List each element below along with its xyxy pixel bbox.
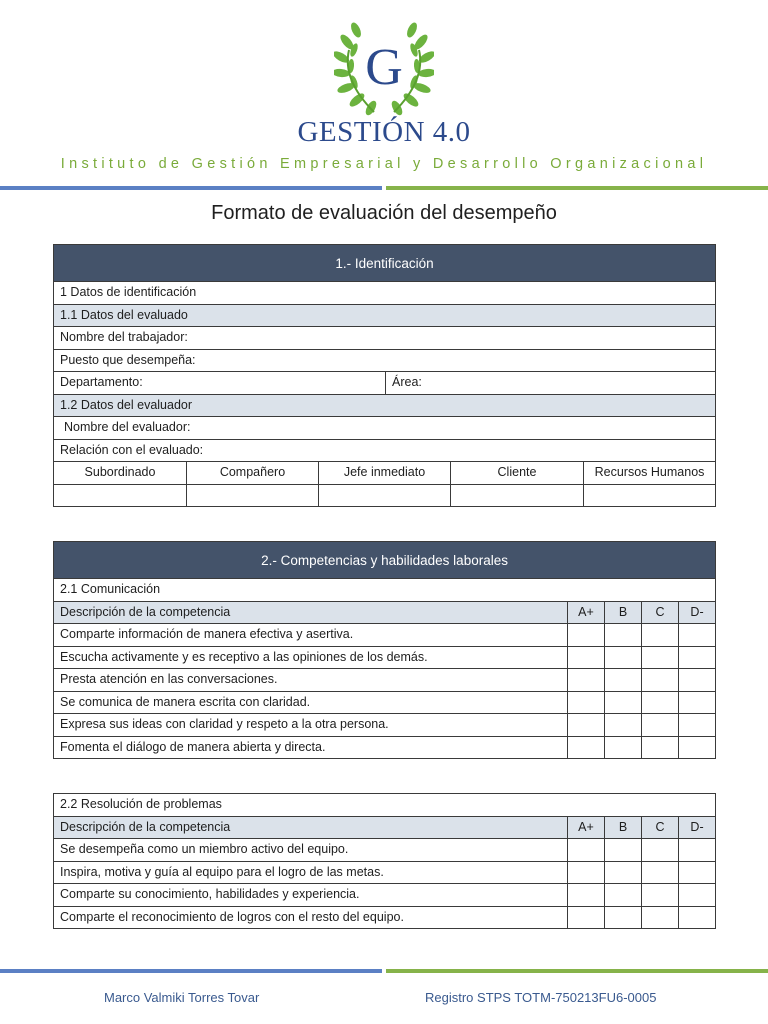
competency-row [54, 714, 716, 737]
competency-text: Comparte su conocimiento, habilidades y experiencia. [54, 884, 568, 907]
comunicacion-title: 2.1 Comunicación [54, 579, 716, 602]
grade-cell[interactable] [679, 839, 716, 862]
comunicacion-table [53, 541, 716, 759]
relation-check-cell[interactable] [451, 484, 584, 507]
nombre-trabajador-field[interactable]: Nombre del trabajador: [54, 327, 716, 350]
competency-row [54, 839, 716, 862]
description-header: Descripción de la competencia [54, 601, 568, 624]
competency-row [54, 646, 716, 669]
grade-cell[interactable] [679, 861, 716, 884]
competency-row [54, 691, 716, 714]
competency-text: Inspira, motiva y guía al equipo para el logro de las metas. [54, 861, 568, 884]
grade-header-c: C [642, 601, 679, 624]
nombre-evaluador-field[interactable]: Nombre del evaluador: [54, 417, 716, 440]
area-field[interactable]: Área: [386, 372, 716, 395]
grade-cell[interactable] [642, 624, 679, 647]
resolucion-table [53, 793, 716, 929]
header-divider [0, 186, 768, 191]
laurel-logo [334, 20, 434, 118]
relacion-row: Relación con el evaluado: [54, 439, 716, 462]
grade-cell[interactable] [605, 691, 642, 714]
grade-cell[interactable] [568, 861, 605, 884]
competency-row [54, 861, 716, 884]
competency-row [54, 906, 716, 929]
grade-cell[interactable] [679, 669, 716, 692]
grade-header-b: B [605, 816, 642, 839]
competency-text: Escucha activamente y es receptivo a las opiniones de los demás. [54, 646, 568, 669]
relation-check-cell[interactable] [187, 484, 319, 507]
grade-cell[interactable] [568, 669, 605, 692]
datos-evaluador-row: 1.2 Datos del evaluador [54, 394, 716, 417]
section-1-title: 1.- Identificación [54, 245, 716, 282]
grade-cell[interactable] [642, 714, 679, 737]
grade-cell[interactable] [679, 884, 716, 907]
relation-check-cell[interactable] [54, 484, 187, 507]
grade-header-c: C [642, 816, 679, 839]
datos-evaluado-row: 1.1 Datos del evaluado [54, 304, 716, 327]
relation-option: Compañero [187, 462, 319, 485]
grade-cell[interactable] [568, 839, 605, 862]
departamento-field[interactable]: Departamento: [54, 372, 386, 395]
tagline: Instituto de Gestión Empresarial y Desarrollo Organizacional [60, 156, 708, 172]
identification-table [53, 244, 716, 507]
footer-author: Marco Valmiki Torres Tovar [104, 990, 260, 1005]
grade-cell[interactable] [605, 624, 642, 647]
grade-cell[interactable] [605, 906, 642, 929]
grade-cell[interactable] [642, 884, 679, 907]
grade-cell[interactable] [679, 906, 716, 929]
description-header: Descripción de la competencia [54, 816, 568, 839]
competency-text: Se comunica de manera escrita con claridad. [54, 691, 568, 714]
competency-text: Presta atención en las conversaciones. [54, 669, 568, 692]
grade-cell[interactable] [642, 906, 679, 929]
puesto-field[interactable]: Puesto que desempeña: [54, 349, 716, 372]
grade-header-b: B [605, 601, 642, 624]
grade-cell[interactable] [605, 861, 642, 884]
grade-cell[interactable] [642, 646, 679, 669]
grade-cell[interactable] [642, 691, 679, 714]
grade-header-d-minus: D- [679, 816, 716, 839]
grade-cell[interactable] [679, 691, 716, 714]
grade-cell[interactable] [605, 884, 642, 907]
grade-cell[interactable] [642, 736, 679, 759]
grade-header-a-plus: A+ [568, 601, 605, 624]
competency-text: Fomenta el diálogo de manera abierta y directa. [54, 736, 568, 759]
grade-cell[interactable] [605, 736, 642, 759]
grade-cell[interactable] [605, 839, 642, 862]
grade-cell[interactable] [568, 624, 605, 647]
grade-cell[interactable] [568, 646, 605, 669]
grade-header-d-minus: D- [679, 601, 716, 624]
grade-cell[interactable] [568, 906, 605, 929]
grade-cell[interactable] [568, 714, 605, 737]
grade-cell[interactable] [679, 736, 716, 759]
grade-cell[interactable] [568, 884, 605, 907]
relation-option: Subordinado [54, 462, 187, 485]
competency-row [54, 669, 716, 692]
relation-option: Cliente [451, 462, 584, 485]
competency-row [54, 624, 716, 647]
document-title: Formato de evaluación del desempeño [211, 202, 557, 224]
section-2-title: 2.- Competencias y habilidades laborales [54, 542, 716, 579]
grade-cell[interactable] [642, 861, 679, 884]
competency-text: Se desempeña como un miembro activo del equipo. [54, 839, 568, 862]
footer-registro: Registro STPS TOTM-750213FU6-0005 [425, 990, 657, 1005]
grade-cell[interactable] [605, 669, 642, 692]
footer-divider [0, 969, 768, 974]
resolucion-title: 2.2 Resolución de problemas [54, 794, 716, 817]
grade-cell[interactable] [642, 669, 679, 692]
competency-text: Comparte el reconocimiento de logros con el resto del equipo. [54, 906, 568, 929]
relation-option: Jefe inmediato [319, 462, 451, 485]
grade-cell[interactable] [679, 624, 716, 647]
grade-cell[interactable] [568, 736, 605, 759]
grade-header-a-plus: A+ [568, 816, 605, 839]
competency-row [54, 884, 716, 907]
brand-name: GESTIÓN 4.0 [297, 116, 471, 148]
grade-cell[interactable] [679, 714, 716, 737]
competency-text: Comparte información de manera efectiva y asertiva. [54, 624, 568, 647]
relation-check-cell[interactable] [584, 484, 716, 507]
competency-row [54, 736, 716, 759]
grade-cell[interactable] [605, 646, 642, 669]
relation-option: Recursos Humanos [584, 462, 716, 485]
datos-identificacion-row: 1 Datos de identificación [54, 282, 716, 305]
grade-cell[interactable] [568, 691, 605, 714]
grade-cell[interactable] [642, 839, 679, 862]
grade-cell[interactable] [605, 714, 642, 737]
logo-letter: G [365, 39, 403, 96]
grade-cell[interactable] [679, 646, 716, 669]
competency-text: Expresa sus ideas con claridad y respeto a la otra persona. [54, 714, 568, 737]
relation-check-cell[interactable] [319, 484, 451, 507]
